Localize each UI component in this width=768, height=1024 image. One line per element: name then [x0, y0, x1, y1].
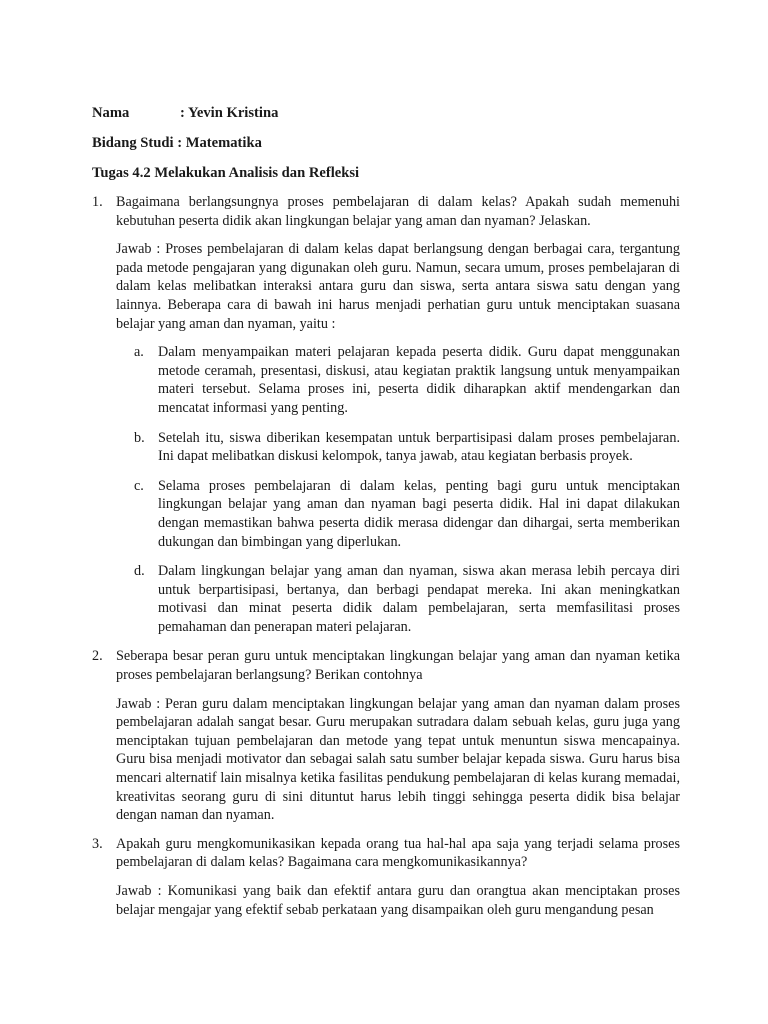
- point-c: [134, 477, 680, 551]
- point-b: [134, 429, 680, 466]
- name-label: Nama: [92, 105, 130, 121]
- point-a: [134, 343, 680, 417]
- name-line: [92, 105, 278, 122]
- question-text: Apakah guru mengkomunikasikan kepada orang tua hal-hal apa saja yang terjadi selama proses pembelajaran di dalam kelas? Bagaimana cara mengkomunikasikannya?: [116, 835, 680, 871]
- task-title: Tugas 4.2 Melakukan Analisis dan Refleksi: [92, 165, 360, 181]
- point-letter: a.: [134, 344, 144, 361]
- point-text: Setelah itu, siswa diberikan kesempatan untuk berpartisipasi dalam proses pembelajaran. Ini dapat melibatkan diskusi kelompok, tanya jawab, atau kegiatan berbasis proyek.: [158, 429, 680, 465]
- point-text: Dalam lingkungan belajar yang aman dan nyaman, siswa akan merasa lebih percaya diri untuk berpartisipasi, bertanya, dan berbagi pendapat mereka. Ini akan meningkatkan motivasi dan minat peserta didik dalam pembelajaran, serta memfasilitasi proses pemahaman dan penerapan materi pelajaran.: [158, 563, 680, 635]
- point-letter: c.: [134, 477, 144, 494]
- question-number: 2.: [92, 648, 103, 665]
- document-body: [92, 193, 680, 919]
- answer-1-points: [92, 343, 680, 636]
- question-number: 1.: [92, 194, 103, 210]
- answer-1: Jawab : Proses pembelajaran di dalam kelas dapat berlangsung dengan berbagai cara, tergantung pada metode pengajaran yang digunakan oleh guru. Namun, secara umum, proses pembelajaran di dalam kelas melibatkan interaksi antara guru dan siswa, serta antara siswa satu dengan yang lainnya. Beberapa cara di bawah ini harus menjadi perhatian guru untuk menciptakan suasana belajar yang aman dan nyaman, yaitu :: [116, 241, 680, 332]
- subject-label: Bidang Studi: [92, 135, 174, 151]
- question-2: [92, 647, 680, 684]
- point-text: Dalam menyampaikan materi pelajaran kepada peserta didik. Guru dapat menggunakan metode ceramah, presentasi, diskusi, atau kegiatan praktik langsung untuk menyampaikan materi tersebut. Selama proses ini, peserta didik diharapkan aktif mendengarkan dan mencatat informasi yang penting.: [158, 344, 680, 416]
- question-text: Seberapa besar peran guru untuk menciptakan lingkungan belajar yang aman dan nyaman ketika proses pembelajaran berlangsung? Berikan contohnya: [116, 648, 680, 684]
- point-d: [134, 562, 680, 636]
- question-3: [92, 835, 680, 872]
- spacer: [92, 825, 680, 835]
- point-letter: d.: [134, 563, 145, 580]
- question-text: Bagaimana berlangsungnya proses pembelajaran di dalam kelas? Apakah sudah memenuhi kebutuhan peserta didik akan lingkungan belajar yang aman dan nyaman? Jelaskan.: [116, 194, 680, 229]
- answer-2: Jawab : Peran guru dalam menciptakan lingkungan belajar yang aman dan nyaman dalam proses pembelajaran adalah sangat besar. Guru merupakan sutradara dalam sebuah kelas, guru juga yang menciptakan tujuan pembelajaran dan metode yang tepat untuk menuntun siswa mencapainya. Guru bisa menjadi motivator dan sebagai salah satu sumber belajar kepada siswa. Guru harus bisa mencari alternatif lain misalnya ketika fasilitas pendukung pembelajaran di kelas kurang memadai, kreativitas seorang guru di sini dituntut harus lebih tinggi sehingga peserta didik bisa belajar dengan naman dan nyaman.: [116, 695, 680, 824]
- question-1: [92, 193, 680, 230]
- question-number: 3.: [92, 835, 103, 852]
- answer-3: Jawab : Komunikasi yang baik dan efektif antara guru dan orangtua akan menciptakan proses belajar mengajar yang efektif sebab perkataan yang disampaikan oleh guru mengandung pesan: [116, 883, 680, 918]
- point-letter: b.: [134, 429, 145, 446]
- subject-line: [92, 135, 262, 152]
- name-value: : Yevin Kristina: [180, 105, 279, 121]
- point-text: Selama proses pembelajaran di dalam kelas, penting bagi guru untuk menciptakan lingkungan belajar yang aman dan nyaman bagi peserta didik. Hal ini dapat dilakukan dengan memastikan bahwa peserta didik merasa didengar dan dihargai, serta memberikan dukungan dan bimbingan yang diperlukan.: [158, 477, 680, 550]
- subject-value: : Matematika: [177, 135, 262, 151]
